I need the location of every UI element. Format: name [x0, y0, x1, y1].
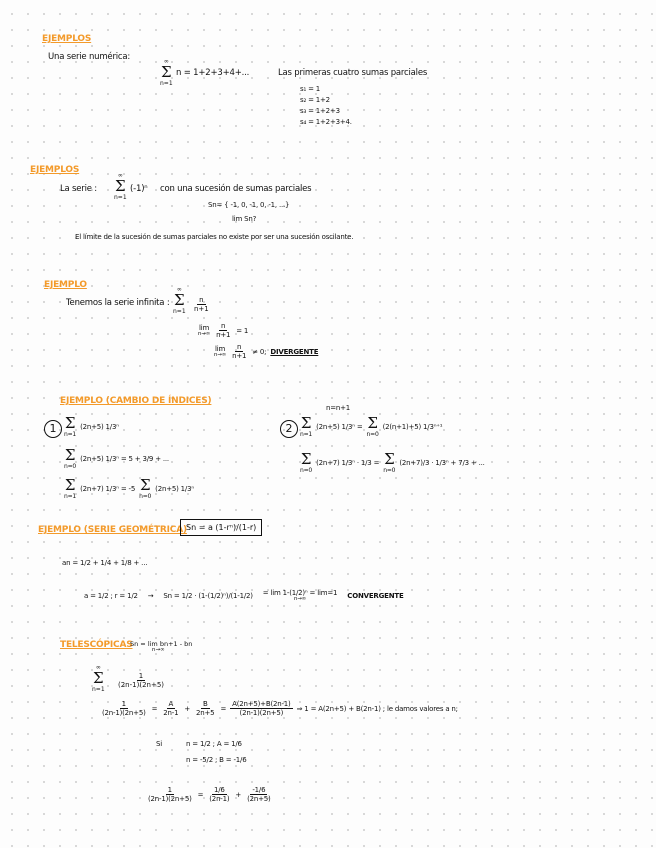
telescopic-formula-text: Sn = lim bn+1 - bn [130, 640, 193, 648]
item1-line3-rest: (2n+5) 1/3ⁿ [155, 485, 194, 493]
frac-den: (2n-1) [209, 795, 230, 803]
section2-seq: Sn= { -1, 0, -1, 0, -1, ...} [208, 201, 290, 209]
sigma-bottom: n=0 [64, 463, 77, 470]
arrow-icon: → [147, 592, 154, 600]
item2-number: 2 [280, 420, 298, 438]
sigma-bottom: n=1 [64, 493, 77, 500]
si-label: Si [156, 740, 162, 748]
item1-expression [64, 416, 119, 438]
sigma-bottom: n=1 [114, 194, 127, 201]
section1-desc: Las primeras cuatro sumas parciales [278, 68, 428, 78]
section2-text: con una sucesión de sumas parciales [160, 184, 312, 194]
frac-den: (2n-1)(2n+5) [239, 709, 284, 717]
item2-line2-text: (2n+7) 1/3ⁿ · 1/3 = [316, 459, 380, 467]
frac-num: n [237, 343, 242, 351]
lim-sub: n→∞ [293, 596, 307, 602]
frac-den: (2n-1)(2n+5) [118, 681, 165, 689]
item2-expression [300, 416, 442, 438]
equation-rest: ⇒ 1 = A(2n+5) + B(2n-1) ; le damos valores a n; [296, 704, 458, 713]
frac-den: (2n-1)(2n+5) [102, 709, 146, 717]
sigma-symbol: Σ [300, 450, 312, 468]
partial-sum: s₁ = 1 [300, 85, 321, 93]
sigma-top: ∞ [176, 286, 182, 293]
lim-result: ≠ 0; [252, 347, 267, 356]
lim-sub: n→∞ [198, 330, 211, 337]
section5-line2 [84, 590, 404, 602]
frac-num: 1 [138, 672, 144, 680]
sigma-bottom: n=0 [300, 467, 313, 474]
sigma-symbol: Σ [174, 291, 185, 309]
final-decomposition: $\frac{1}{(2n-1)(2n+5)}$ = $\frac{1/6}{(2n-1)}$ + $\frac{-1/6}{(2n+5)}$ [148, 786, 271, 803]
sigma-symbol: Σ [64, 446, 76, 464]
section2-note: El límite de la sucesión de sumas parciales no existe por ser una sucesión oscilante. [75, 233, 354, 241]
sigma-top: ∞ [117, 172, 123, 179]
convergent-label: CONVERGENTE [347, 592, 404, 600]
section4-index-shift: n=n+1 [326, 404, 351, 412]
partial-sum: s₄ = 1+2+3+4. [300, 118, 352, 126]
item1-line2-text: (2n+5) 1/3ⁿ = 5 + 3/9 + ... [80, 455, 169, 463]
section1-intro: Una serie numérica: [48, 52, 131, 62]
item2-term: (2n+5) 1/3ⁿ = [316, 423, 363, 431]
section1-series: n = 1+2+3+4+... [176, 68, 250, 78]
section2-lim: lim Sn? [232, 215, 257, 223]
section2-sigma [114, 172, 127, 201]
lim-result: = 1 [236, 326, 249, 335]
sigma-symbol: Σ [115, 177, 126, 195]
geometric-limit: = lim 1-(1/2)ⁿ = lim=1 [262, 589, 338, 597]
sigma-symbol: Σ [367, 414, 378, 432]
case2: n = -5/2 ; B = -1/6 [186, 756, 247, 764]
item2-term-shifted: (2(n+1)+5) 1/3ⁿ⁺¹ [382, 423, 443, 431]
frac-num: -1/6 [252, 786, 266, 794]
frac-den: (2n-1)(2n+5) [148, 795, 192, 803]
sigma-bottom: n=0 [366, 431, 379, 438]
frac-num: A(2n+5)+B(2n-1) [232, 700, 291, 708]
section3-limit2 [214, 343, 318, 360]
divergent-label: DIVERGENTE [270, 347, 319, 356]
sigma-symbol: Σ [139, 476, 151, 494]
sigma-bottom: n=1 [173, 308, 186, 315]
section3-heading: EJEMPLO [44, 280, 87, 290]
frac-den: 2n-1 [163, 709, 179, 717]
section6-sigma [92, 664, 105, 693]
sigma-symbol: Σ [300, 414, 312, 432]
geometric-sum: Sn = 1/2 · (1-(1/2)ⁿ)/(1-1/2) [163, 592, 253, 600]
section3-lead: Tenemos la serie infinita : [66, 298, 170, 308]
lim-sub: n→∞ [214, 351, 227, 358]
frac-num: 1 [121, 700, 126, 708]
frac-num: 1/6 [214, 786, 225, 794]
geometric-params: a = 1/2 ; r = 1/2 [84, 592, 138, 600]
partial-fraction-equation: $\frac{1}{(2n-1)(2n+5)}$ = $\frac{A}{2n-1}$ + $\frac{B}{2n+5}$ = $\frac{A(2n+5)+B(2n-1)}{(2n-1)(2n+5)}$ ⇒ 1 = A(2n+5) + B(2n-1) ; le damos valores a n; [102, 700, 458, 717]
partial-sum: s₂ = 1+2 [300, 96, 330, 104]
section5-heading: EJEMPLO (SERIE GEOMÉTRICA) [38, 525, 187, 535]
frac-num: 1 [167, 786, 172, 794]
sigma-bottom: n=1 [92, 686, 105, 693]
frac-den: n+1 [216, 331, 231, 339]
sigma-bottom: n=1 [160, 80, 173, 87]
item2-line2-rest: (2n+7)/3 · 1/3ⁿ + 7/3 + ... [399, 459, 485, 467]
frac-den: (2n+5) [247, 795, 271, 803]
section1-sigma [160, 58, 173, 87]
section3-sigma [173, 286, 186, 315]
sigma-bottom: n=1 [64, 431, 77, 438]
item1-number: 1 [44, 420, 62, 438]
telescopic-formula [130, 641, 192, 653]
lim-word: lim [214, 344, 226, 353]
section1-heading: EJEMPLOS [42, 34, 92, 44]
frac-den: 2n+5 [196, 709, 215, 717]
section5-line1: an = 1/2 + 1/4 + 1/8 + ... [62, 559, 148, 567]
frac-den: n+1 [232, 352, 247, 360]
sigma-bottom: n=1 [300, 431, 313, 438]
frac-num: n [221, 322, 226, 330]
section4-heading: EJEMPLO (CAMBIO DE ÍNDICES) [60, 396, 212, 406]
sigma-top: ∞ [163, 58, 169, 65]
section2-term: (-1)ⁿ [130, 184, 148, 194]
frac-num: A [168, 700, 174, 708]
item1-line2 [64, 448, 169, 470]
item1-term: (2n+5) 1/3ⁿ [80, 423, 119, 431]
partial-sum: s₃ = 1+2+3 [300, 107, 340, 115]
sigma-symbol: Σ [93, 669, 104, 687]
sigma-bottom: n=0 [139, 493, 152, 500]
sigma-bottom: n=0 [383, 467, 396, 474]
lim-word: lim [198, 323, 210, 332]
frac-num: B [202, 700, 208, 708]
sigma-symbol: Σ [161, 63, 172, 81]
lim-sub: n→∞ [152, 647, 165, 653]
section1-partials [300, 84, 352, 128]
section3-fraction [192, 294, 211, 313]
section2-lead: La serie : [60, 184, 97, 194]
frac-num: n [199, 296, 204, 304]
section3-limit1 [198, 322, 248, 339]
sigma-symbol: Σ [384, 450, 395, 468]
sigma-top: ∞ [95, 664, 101, 671]
item1-line3-text: (2n+7) 1/3ⁿ = -5 [80, 485, 136, 493]
section6-heading: TELESCÓPICAS [60, 640, 133, 650]
section6-series-fraction [116, 670, 166, 689]
frac-den: n+1 [194, 305, 209, 313]
case1: n = 1/2 ; A = 1/6 [186, 740, 242, 748]
item1-line3 [64, 478, 194, 500]
item2-line2 [300, 452, 485, 474]
section2-heading: EJEMPLOS [30, 165, 80, 175]
sigma-symbol: Σ [64, 476, 76, 494]
geometric-formula-box: Sn = a (1-rⁿ)/(1-r) [180, 519, 262, 536]
sigma-symbol: Σ [64, 414, 76, 432]
